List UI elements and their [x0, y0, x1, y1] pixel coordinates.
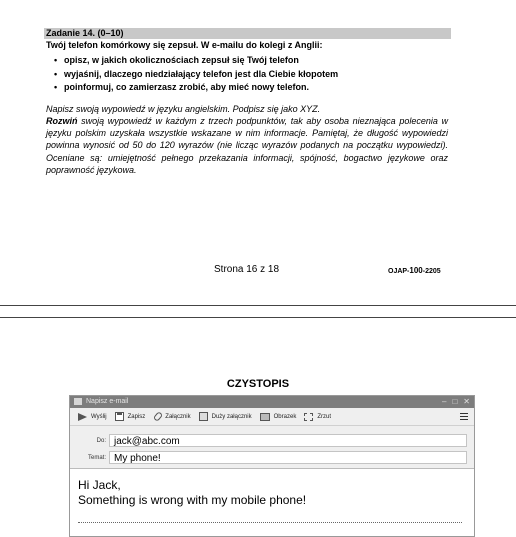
title-bar [70, 396, 474, 408]
exam-code [388, 266, 441, 276]
instruction-line: Napisz swoją wypowiedź w języku angielskim. Podpisz się jako XYZ. [46, 104, 321, 114]
bullet-item: • opisz, w jakich okolicznościach zepsuł się Twój telefon [54, 54, 338, 68]
large-attachment-label: Duży załącznik [211, 413, 252, 420]
large-file-icon [199, 412, 208, 421]
instruction-text: swoją wypowiedź w każdym z trzech podpunktów, tak aby osoba nieznająca polecenia w języku polskim uzyskała wszystkie wskazane w nim informacje. Pamiętaj, że długość wypowiedzi powinna wynosić od 50 do 120 wyrazów (nie licząc wyrazów podanych na początku wypowiedzi). Oceniane są: umiejętność pełnego przekazania informacji, spójność, bogactwo językowe oraz poprawność językowa. [46, 116, 448, 175]
task-bullets [54, 54, 338, 95]
screenshot-button[interactable] [304, 413, 331, 421]
send-icon [78, 413, 87, 421]
screenshot-label: Zrzut [317, 413, 331, 420]
save-icon [115, 412, 124, 421]
subject-label: Temat: [87, 455, 106, 461]
minimize-icon[interactable]: – [442, 397, 447, 406]
email-headers [70, 426, 474, 469]
bullet-item: • wyjaśnij, dlaczego niedziałający telefon jest dla Ciebie kłopotem [54, 68, 338, 82]
email-body[interactable] [78, 478, 306, 508]
save-button[interactable] [115, 412, 146, 421]
image-icon [260, 413, 270, 421]
writing-line [78, 522, 462, 527]
bullet-item: • poinformuj, co zamierzasz zrobić, aby mieć nowy telefon. [54, 81, 338, 95]
page-gap [0, 306, 516, 317]
menu-icon[interactable] [460, 413, 468, 420]
send-button[interactable] [78, 413, 107, 421]
body-line: Something is wrong with my mobile phone! [78, 493, 307, 507]
email-window [69, 395, 475, 537]
image-button[interactable] [260, 413, 297, 421]
send-label: Wyślij [91, 413, 107, 420]
close-icon[interactable]: ✕ [463, 397, 470, 406]
image-label: Obrazek [273, 413, 297, 420]
body-line: Hi Jack, [78, 478, 121, 492]
paperclip-icon [153, 411, 163, 422]
task-header: Zadanie 14. (0–10) [44, 28, 451, 39]
section-title: CZYSTOPIS [226, 378, 290, 390]
to-field[interactable]: jack@abc.com [109, 434, 467, 447]
mail-icon [74, 398, 82, 405]
save-label: Zapisz [127, 413, 146, 420]
code-prefix: OJAP- [388, 268, 410, 275]
attachment-label: Załącznik [165, 413, 191, 420]
instruction-paragraph [46, 115, 448, 176]
instruction-bold: Rozwiń [46, 116, 78, 126]
task-intro: Twój telefon komórkowy się zepsuł. W e-mailu do kolegi z Anglii: [46, 40, 323, 50]
window-title: Napisz e-mail [86, 398, 129, 405]
subject-field[interactable]: My phone! [109, 451, 467, 464]
large-attachment-button[interactable] [199, 412, 252, 421]
page-number: Strona 16 z 18 [214, 264, 280, 275]
page-divider [0, 317, 516, 318]
screenshot-icon [304, 413, 313, 421]
to-label: Do: [96, 438, 106, 444]
code-suffix: -2205 [422, 268, 441, 275]
code-mid: 100 [409, 266, 423, 275]
window-controls [442, 396, 470, 408]
attachment-button[interactable] [153, 412, 190, 421]
toolbar [70, 408, 474, 426]
maximize-icon[interactable]: □ [452, 397, 458, 406]
